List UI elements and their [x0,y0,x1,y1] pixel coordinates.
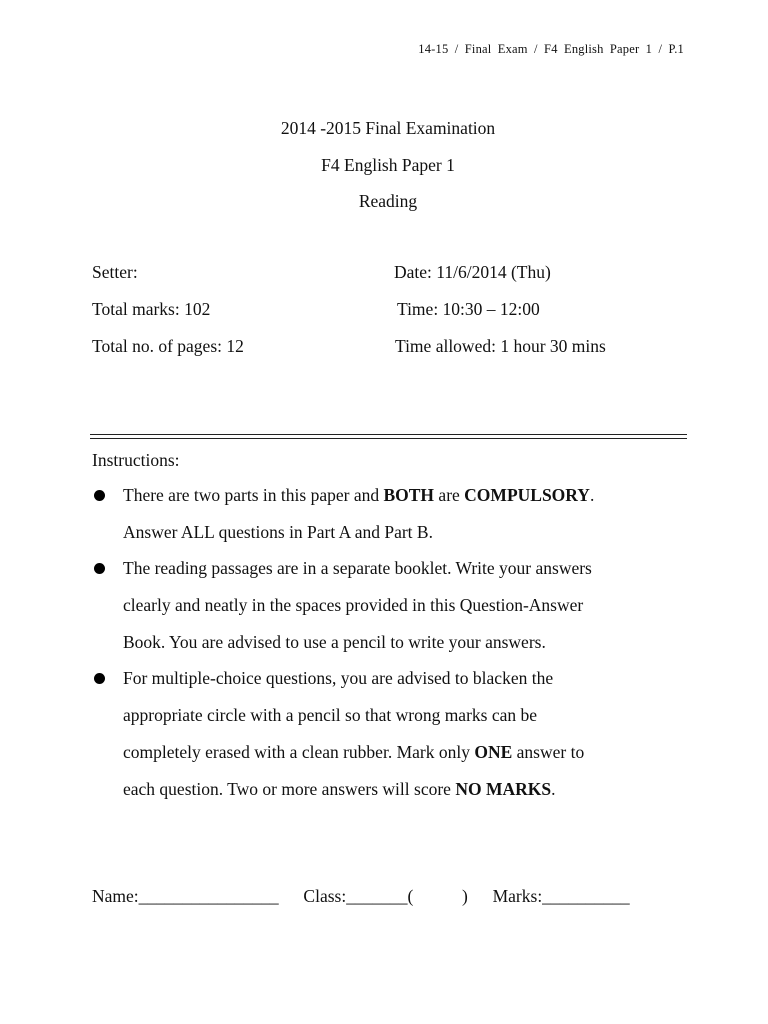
marks-field[interactable]: Marks:__________ [492,886,630,906]
exam-subject: F4 English Paper 1 [321,154,455,175]
name-field[interactable]: Name:________________ [92,886,279,906]
exam-title-block [0,117,768,227]
class-field[interactable]: Class:_______( [303,886,414,906]
bullet-icon [94,673,105,684]
instruction-line: The reading passages are in a separate booklet. Write your answers [123,558,592,579]
instruction-line: appropriate circle with a pencil so that wrong marks can be [123,705,538,726]
instruction-line: For multiple-choice questions, you are advised to blacken the [123,668,554,689]
student-info-line [92,886,630,907]
class-number-close: ) [462,886,468,906]
instruction-line: clearly and neatly in the spaces provided in this Question-Answer [123,595,584,616]
total-pages: Total no. of pages: 12 [92,336,244,356]
bullet-icon [94,563,105,574]
total-marks: Total marks: 102 [92,299,211,319]
instruction-item-1 [92,477,692,550]
instruction-line: Answer ALL questions in Part A and Part B. [123,521,433,542]
instruction-item-2 [92,550,692,660]
page-header-reference: 14-15 / Final Exam / F4 English Paper 1 / P.1 [418,42,684,56]
instruction-line: Book. You are advised to use a pencil to write your answers. [123,631,546,652]
instruction-line: There are two parts in this paper and BOTH are COMPULSORY. [123,485,595,505]
instruction-item-3 [92,660,692,807]
time-allowed: Time allowed: 1 hour 30 mins [395,336,606,356]
exam-date: Date: 11/6/2014 (Thu) [394,262,551,282]
bullet-icon [94,490,105,501]
exam-paper-type: Reading [358,191,418,211]
setter-label: Setter: [92,262,138,282]
exam-title: 2014 -2015 Final Examination [280,118,496,138]
divider-rule-top [90,434,687,435]
instruction-line: each question. Two or more answers will score NO MARKS. [123,778,556,799]
divider-rule-bottom [90,438,687,439]
instruction-line: completely erased with a clean rubber. Mark only ONE answer to [123,741,585,762]
exam-time: Time: 10:30 – 12:00 [397,299,540,319]
instructions-heading: Instructions: [92,450,180,470]
instructions-list [92,477,692,807]
